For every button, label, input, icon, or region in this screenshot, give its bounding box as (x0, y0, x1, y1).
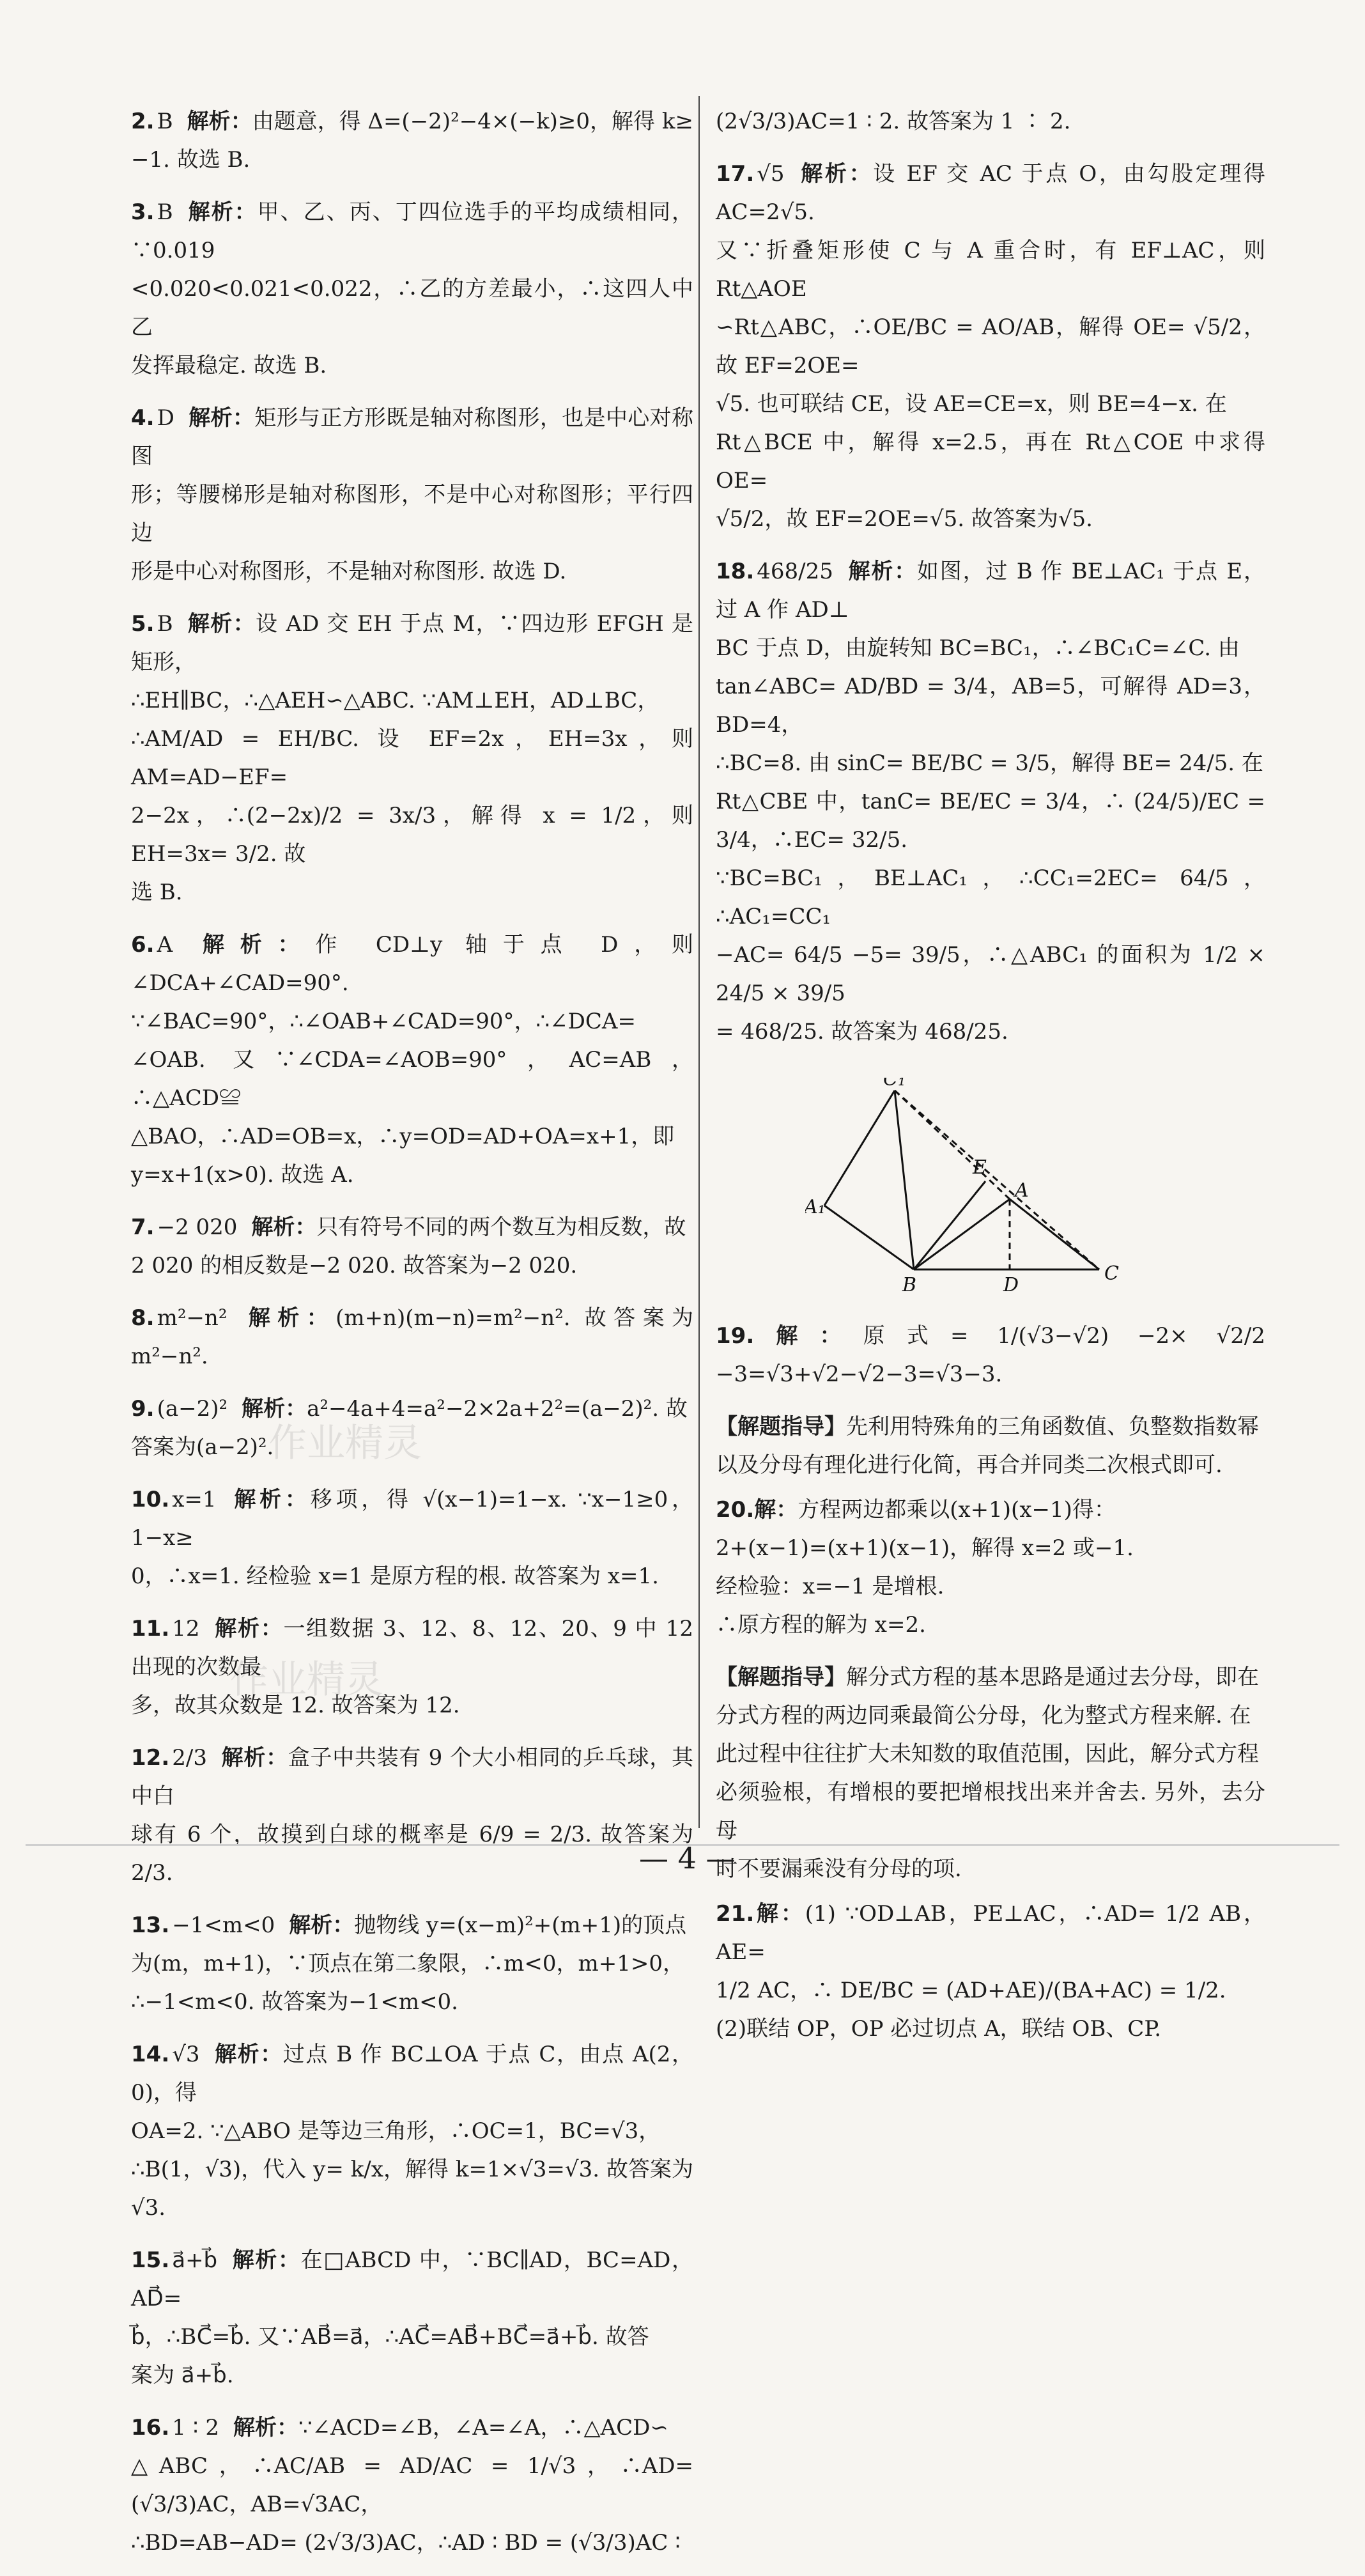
analysis-label: 解析： (230, 1487, 311, 1512)
analysis-line: 多，故其众数是 12. 故答案为 12. (131, 1693, 460, 1718)
analysis-line: Rt△BCE 中，解得 x=2.5，再在 Rt△COE 中求得 OE= (716, 430, 1265, 493)
left-column (131, 102, 693, 2576)
guide-20 (716, 1658, 1265, 1888)
answer-value: D (157, 405, 174, 431)
label-e: E (973, 1156, 987, 1179)
analysis-label: 解析： (213, 1616, 284, 1641)
guide-line: 以及分母有理化进行化简，再合并同类二次根式即可. (716, 1452, 1222, 1478)
item-number: 19. (716, 1323, 755, 1349)
answer-value: m²−n² (157, 1305, 228, 1331)
watermark: 作业精灵 (230, 1657, 383, 1702)
item-number: 4. (131, 405, 155, 431)
analysis-line: ∵∠ACD=∠B，∠A=∠A，∴△ACD∽ (298, 2415, 668, 2440)
analysis-line: 设 AD 交 EH 于点 M，∵四边形 EFGH 是矩形， (131, 611, 693, 675)
answer-item (716, 102, 1265, 141)
answer-value: A (157, 932, 173, 958)
guide-line: 必须验根，有增根的要把增根找出来并舍去. 另外，去分母 (716, 1780, 1265, 1843)
analysis-line: 由题意，得 Δ=(−2)²−4×(−k)≥0，解得 k≥ (252, 109, 693, 134)
answer-item (131, 1208, 693, 1285)
analysis-line: ∴BD=AB−AD= (2√3/3)AC，∴AD ∶ BD = (√3/3)AC ∶ (131, 2530, 681, 2556)
answer-item (716, 552, 1265, 1051)
guide-line: 时不要漏乘没有分母的项. (716, 1856, 962, 1882)
solution-line: (2)联结 OP，OP 必过切点 A，联结 OB、CP. (716, 2016, 1162, 2042)
answer-value: √5 (757, 161, 785, 187)
solution-line: (1) ∵OD⊥AB，PE⊥AC，∴AD= 1/2 AB，AE= (716, 1901, 1265, 1965)
guide-tag: 【解题指导】 (716, 1664, 846, 1690)
analysis-line: ∽Rt△ABC，∴OE/BC = AO/AB，解得 OE= √5/2，故 EF=2OE= (716, 314, 1265, 378)
analysis-line: 案为 a⃗+b⃗. (131, 2363, 234, 2388)
analysis-label: 解析： (798, 161, 874, 187)
answer-value: B (157, 199, 173, 225)
answer-value: −2 020 (157, 1214, 238, 1240)
analysis-line: 盒子中共装有 9 个大小相同的乒乓球，其中白 (131, 1745, 693, 1809)
item-number: 14. (131, 2042, 170, 2067)
answer-value: B (157, 611, 173, 637)
edge-c1-b (895, 1090, 914, 1269)
item-number: 7. (131, 1214, 155, 1240)
answer-item (131, 1390, 693, 1466)
analysis-line: 形是中心对称图形，不是轴对称图形. 故选 D. (131, 559, 567, 584)
answer-value: −1<m<0 (172, 1913, 275, 1938)
analysis-line: ∴−1<m<0. 故答案为−1<m<0. (131, 1989, 458, 2015)
analysis-line: ∵∠BAC=90°，∴∠OAB+∠CAD=90°，∴∠DCA= (131, 1009, 636, 1034)
analysis-line: y=x+1(x>0). 故选 A. (131, 1162, 354, 1188)
guide-19 (716, 1408, 1265, 1484)
answer-item (131, 2409, 693, 2562)
analysis-line: ∠OAB. 又∵∠CDA=∠AOB=90°，AC=AB，∴△ACD≌ (131, 1047, 693, 1111)
item-number: 5. (131, 611, 155, 637)
analysis-label: 解析： (242, 1396, 307, 1422)
analysis-line: ∵BC=BC₁，BE⊥AC₁，∴CC₁=2EC= 64/5，∴AC₁=CC₁ (716, 865, 1265, 929)
analysis-line: 答案为(a−2)². (131, 1434, 274, 1460)
analysis-line: 2−2x，∴(2−2x)/2 = 3x/3，解得 x = 1/2，则 EH=3x= 3/2. 故 (131, 803, 693, 867)
analysis-line: 只有符号不同的两个数互为相反数，故 (316, 1214, 686, 1240)
analysis-line: △BAO，∴AD=OB=x，∴y=OD=AD+OA=x+1，即 (131, 1124, 675, 1149)
analysis-label: 解析： (188, 405, 255, 431)
analysis-line: 0，∴x=1. 经检验 x=1 是原方程的根. 故答案为 x=1. (131, 1563, 659, 1589)
label-d: D (1003, 1274, 1019, 1295)
analysis-line: 甲、乙、丙、丁四位选手的平均成绩相同，∵0.019 (131, 199, 693, 263)
item-number: 8. (131, 1305, 155, 1331)
analysis-line: tan∠ABC= AD/BD = 3/4，AB=5，可解得 AD=3，BD=4， (716, 674, 1265, 738)
answer-item (131, 926, 693, 1194)
geometry-figure (805, 1078, 1189, 1295)
analysis-line: 在□ABCD 中，∵BC∥AD，BC=AD，AD⃗= (131, 2247, 693, 2311)
answer-value: (a−2)² (157, 1396, 228, 1422)
edge-c1-c-dashed (895, 1090, 1099, 1269)
analysis-line: 作 CD⊥y 轴于点 D，则∠DCA+∠CAD=90°. (131, 932, 694, 996)
analysis-line: 矩形与正方形既是轴对称图形，也是中心对称图 (131, 405, 694, 469)
analysis-label: 解析： (187, 109, 252, 134)
analysis-line: 如图，过 B 作 BE⊥AC₁ 于点 E，过 A 作 AD⊥ (716, 559, 1265, 623)
guide-line: 解分式方程的基本思路是通过去分母，即在 (846, 1664, 1259, 1690)
item-number: 11. (131, 1616, 170, 1641)
solution-text: 原式= 1/(√3−√2) −2× √2/2 −3=√3+√2−√2−3=√3−3. (716, 1323, 1265, 1387)
answer-item (131, 1906, 693, 2021)
analysis-label: 解析： (187, 932, 316, 958)
analysis-line: = 468/25. 故答案为 468/25. (716, 1019, 1008, 1044)
analysis-label: 解析： (241, 1305, 336, 1331)
column-divider (698, 96, 700, 1828)
edge-c1-a1 (824, 1090, 895, 1206)
item-number: 12. (131, 1745, 170, 1771)
analysis-line: 抛物线 y=(x−m)²+(m+1)的顶点 (354, 1913, 687, 1938)
analysis-line: a²−4a+4=a²−2×2a+2²=(a−2)². 故 (307, 1396, 688, 1422)
analysis-label: 解析： (847, 559, 917, 584)
analysis-line: BC 于点 D，由旋转知 BC=BC₁，∴∠BC₁C=∠C. 由 (716, 635, 1240, 661)
analysis-label: 解析： (213, 2042, 283, 2067)
item-number: 18. (716, 559, 755, 584)
analysis-label: 解析： (231, 2247, 301, 2273)
analysis-line: 又∵折叠矩形使 C 与 A 重合时，有 EF⊥AC，则 Rt△AOE (716, 238, 1265, 302)
item-number: 16. (131, 2415, 170, 2440)
watermark: 作业精灵 (268, 1421, 422, 1466)
item-number: 17. (716, 161, 755, 187)
item-number: 2. (131, 109, 155, 134)
analysis-line: ∴AM/AD = EH/BC. 设 EF=2x，EH=3x，则 AM=AD−EF= (131, 726, 693, 790)
answer-item (131, 1610, 693, 1725)
analysis-line: Rt△CBE 中，tanC= BE/EC = 3/4，∴ (24/5)/EC = 3/4，∴EC= 32/5. (716, 789, 1265, 853)
answer-item (131, 605, 693, 912)
answer-value: 1 ∶ 2 (172, 2415, 219, 2440)
item-number: 3. (131, 199, 155, 225)
analysis-line: −AC= 64/5 −5= 39/5，∴△ABC₁ 的面积为 1/2 × 24/5 × 39/5 (716, 942, 1265, 1006)
analysis-label: 解析： (187, 199, 258, 225)
answer-value: x=1 (172, 1487, 217, 1512)
solution-line: 2+(x−1)=(x+1)(x−1)，解得 x=2 或−1. (716, 1535, 1134, 1561)
right-column (716, 102, 1265, 2062)
analysis-line: 设 EF 交 AC 于点 O，由勾股定理得 AC=2√5. (716, 161, 1266, 225)
analysis-label: 解析： (187, 611, 256, 637)
analysis-line: 发挥最稳定. 故选 B. (131, 353, 327, 378)
item-number: 9. (131, 1396, 155, 1422)
answer-item (131, 2241, 693, 2394)
label-c1: C₁ (883, 1078, 906, 1090)
solution-line: ∴原方程的解为 x=2. (716, 1612, 926, 1638)
solution-line: 方程两边都乘以(x+1)(x−1)得： (798, 1497, 1116, 1523)
analysis-line: △ABC，∴AC/AB = AD/AC = 1/√3，∴AD= (√3/3)AC，AB=√3AC， (131, 2453, 693, 2517)
answer-value: B (157, 109, 173, 134)
label-a: A (1015, 1179, 1029, 1202)
analysis-label: 解析： (220, 1745, 288, 1771)
analysis-line: OA=2. ∵△ABO 是等边三角形，∴OC=1，BC=√3， (131, 2118, 661, 2144)
guide-line: 分式方程的两边同乘最简公分母，化为整式方程来解. 在 (716, 1703, 1251, 1728)
solution-line: 经检验：x=−1 是增根. (716, 1574, 945, 1599)
analysis-line: 球有 6 个，故摸到白球的概率是 6/9 = 2/3. 故答案为 2/3. (131, 1822, 693, 1886)
analysis-line: ∴BC=8. 由 sinC= BE/BC = 3/5，解得 BE= 24/5. 在 (716, 750, 1263, 776)
solution-label: 解： (754, 1901, 805, 1927)
analysis-line: √5. 也可联结 CE，设 AE=CE=x，则 BE=4−x. 在 (716, 391, 1227, 417)
analysis-line: (2√3/3)AC=1 ∶ 2. 故答案为 1 ∶ 2. (716, 109, 1071, 134)
answer-item (131, 1299, 693, 1376)
item-number: 10. (131, 1487, 170, 1512)
label-c: C (1104, 1262, 1119, 1285)
analysis-line: 移项，得 √(x−1)=1−x. ∵x−1≥0，1−x≥ (131, 1487, 693, 1551)
analysis-line: ∴B(1，√3)，代入 y= k/x，解得 k=1×√3=√3. 故答案为√3. (131, 2157, 693, 2221)
analysis-line: (m+n)(m−n)=m²−n². 故答案为 m²−n². (131, 1305, 693, 1369)
analysis-line: <0.020<0.021<0.022，∴乙的方差最小，∴这四人中乙 (131, 276, 693, 340)
answer-value: 12 (172, 1616, 200, 1641)
analysis-line: ∴EH∥BC，∴△AEH∽△ABC. ∵AM⊥EH，AD⊥BC， (131, 688, 659, 713)
label-b: B (902, 1274, 917, 1295)
solution-label: 解： (754, 1323, 863, 1349)
solution-line: 1/2 AC，∴ DE/BC = (AD+AE)/(BA+AC) = 1/2. (716, 1978, 1226, 2003)
item-number: 6. (131, 932, 155, 958)
answer-item (131, 1480, 693, 1595)
item-number: 21. (716, 1901, 755, 1927)
answer-value: 468/25 (757, 559, 833, 584)
answer-item (716, 155, 1265, 538)
analysis-label: 解析： (233, 2415, 298, 2440)
page-number: — 4 — (639, 1841, 736, 1875)
guide-line: 先利用特殊角的三角函数值、负整数指数幂 (846, 1414, 1259, 1439)
answer-item (131, 1739, 693, 1892)
analysis-line: √5/2，故 EF=2OE=√5. 故答案为√5. (716, 506, 1093, 532)
analysis-line: 形；等腰梯形是轴对称图形，不是中心对称图形；平行四边 (131, 482, 693, 546)
answer-20 (716, 1491, 1265, 1644)
answer-19 (716, 1317, 1265, 1393)
answer-21 (716, 1895, 1265, 2048)
answer-item (131, 102, 693, 179)
answer-item (131, 2035, 693, 2227)
analysis-line: 2 020 的相反数是−2 020. 故答案为−2 020. (131, 1253, 578, 1278)
label-a1: A₁ (805, 1196, 826, 1218)
answer-value: a⃗+b⃗ (172, 2247, 218, 2273)
answer-value: √3 (172, 2042, 200, 2067)
analysis-line: b⃗，∴BC⃗=b⃗. 又∵AB⃗=a⃗，∴AC⃗=AB⃗+BC⃗=a⃗+b⃗. 故答 (131, 2324, 649, 2350)
guide-line: 此过程中往往扩大未知数的取值范围，因此，解分式方程 (716, 1741, 1259, 1767)
edge-a1-b (824, 1206, 914, 1269)
item-number: 20. (716, 1497, 755, 1523)
answer-item (131, 193, 693, 385)
analysis-line: −1. 故选 B. (131, 147, 251, 173)
item-number: 13. (131, 1913, 170, 1938)
analysis-line: 选 B. (131, 880, 183, 905)
analysis-line: 一组数据 3、12、8、12、20、9 中 12 出现的次数最 (131, 1616, 694, 1680)
analysis-line: 为(m，m+1)，∵顶点在第二象限，∴m<0，m+1>0， (131, 1951, 684, 1976)
answer-item (131, 399, 693, 591)
solution-label: 解： (754, 1497, 798, 1523)
answer-value: 2/3 (172, 1745, 207, 1771)
guide-tag: 【解题指导】 (716, 1414, 846, 1439)
analysis-label: 解析： (289, 1913, 355, 1938)
item-number: 15. (131, 2247, 170, 2273)
analysis-line: 过点 B 作 BC⊥OA 于点 C，由点 A(2，0)，得 (131, 2042, 693, 2106)
analysis-label: 解析： (251, 1214, 317, 1240)
